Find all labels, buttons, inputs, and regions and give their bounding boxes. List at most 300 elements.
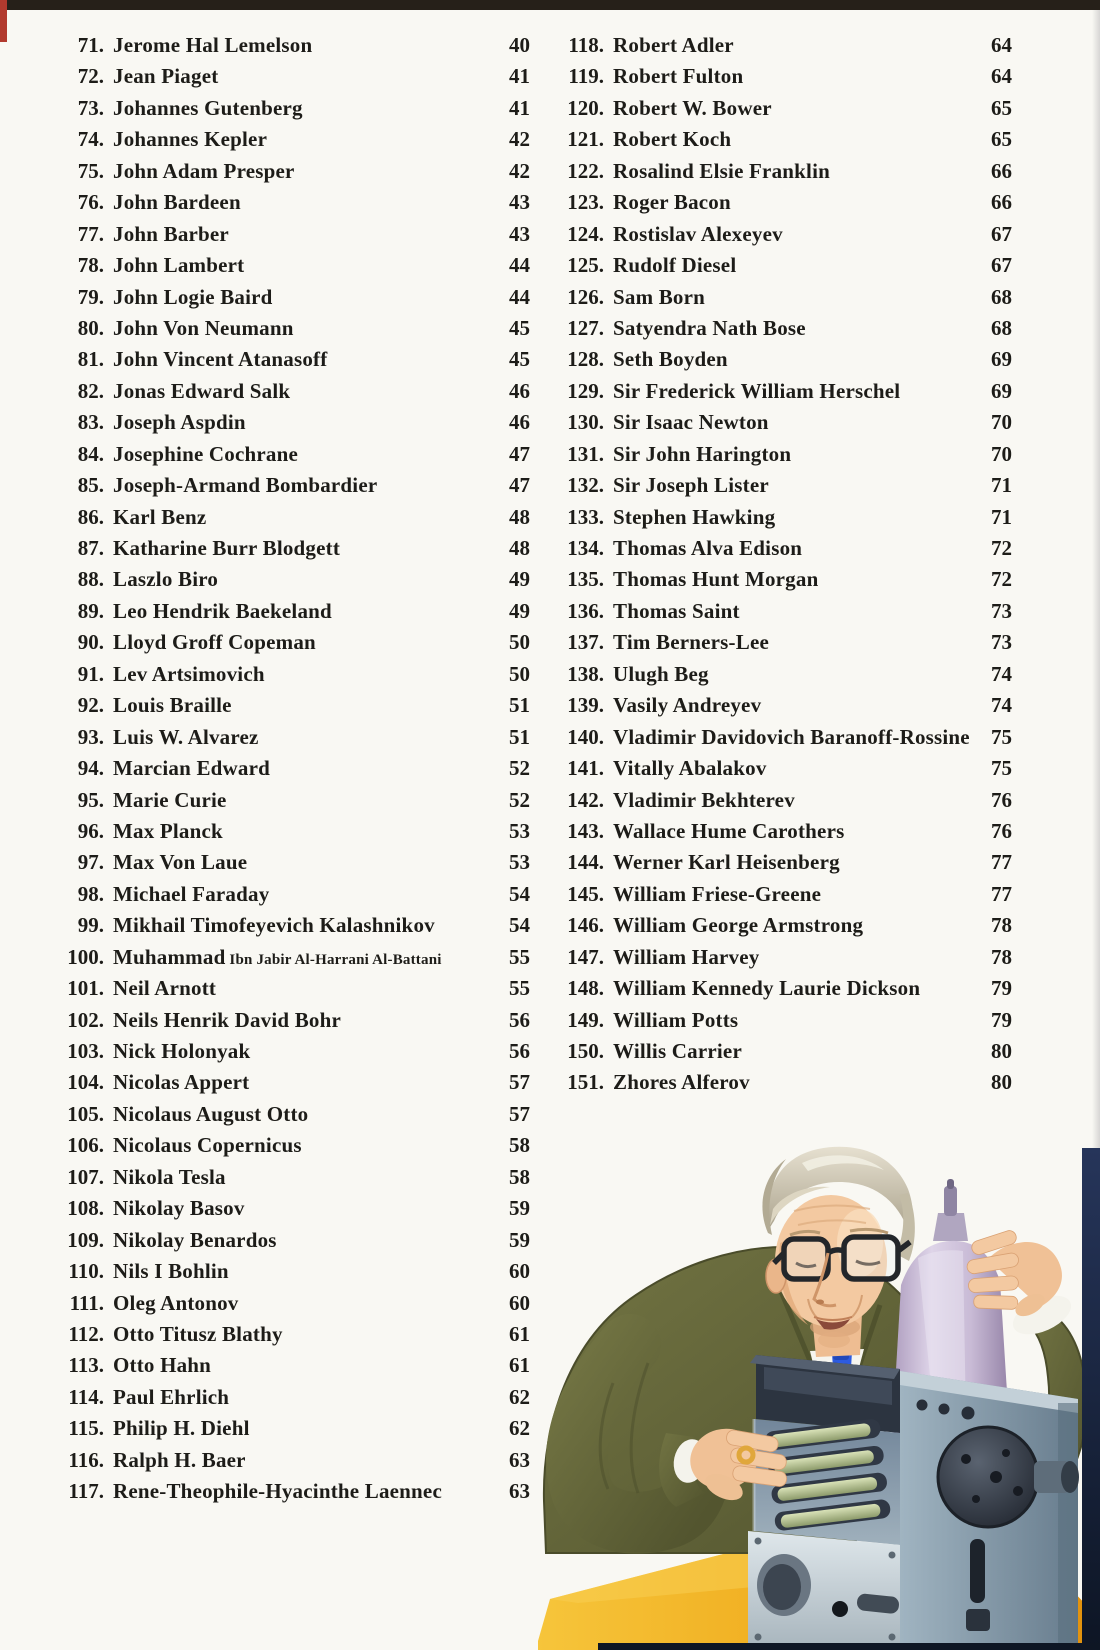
- entry-page-number: 55: [509, 944, 530, 969]
- entry-number: 129.: [567, 378, 604, 403]
- entry-number: 80.: [77, 315, 104, 340]
- entry-number: 135.: [567, 567, 604, 592]
- toc-entry: [46, 156, 530, 187]
- entry-name: Luis W. Alvarez: [113, 724, 259, 749]
- entry-number: 79.: [77, 284, 104, 309]
- entry-name: Rene-Theophile-Hyacinthe Laennec: [113, 1479, 442, 1504]
- entry-name: Sir Frederick William Herschel: [613, 378, 901, 403]
- entry-number: 143.: [567, 818, 604, 843]
- entry-number: 134.: [567, 536, 604, 560]
- entry-page-number: 53: [509, 818, 530, 843]
- entry-number: 95.: [77, 787, 104, 812]
- toc-entry: [546, 596, 1012, 627]
- entry-page-number: 49: [509, 567, 530, 592]
- toc-entry: [546, 910, 1012, 941]
- entry-name: Nicolaus August Otto: [113, 1101, 309, 1126]
- entry-page-number: 62: [509, 1384, 530, 1409]
- entry-name: Neils Henrik David Bohr: [113, 1007, 342, 1032]
- entry-page-number: 56: [509, 1007, 530, 1032]
- entry-name: Johannes Kepler: [113, 127, 268, 152]
- entry-number: 120.: [567, 95, 604, 120]
- toc-entry: [546, 1005, 1012, 1036]
- entry-name: Laszlo Biro: [113, 567, 219, 592]
- toc-entry: [546, 124, 1012, 155]
- page-corner-red-mark: [0, 0, 7, 42]
- entry-name: Max Von Laue: [113, 850, 248, 875]
- entry-number: 97.: [77, 850, 104, 875]
- entry-name: Otto Hahn: [113, 1353, 212, 1378]
- entry-name: Karl Benz: [113, 504, 207, 529]
- entry-number: 149.: [567, 1007, 604, 1032]
- entry-name: Sir John Harington: [613, 441, 792, 466]
- entry-name: Leo Hendrik Baekeland: [113, 598, 332, 623]
- toc-entry: [46, 376, 530, 407]
- entry-name: Stephen Hawking: [613, 504, 776, 529]
- entry-page-number: 62: [509, 1416, 530, 1441]
- toc-entry: [546, 407, 1012, 438]
- entry-page-number: 46: [509, 378, 530, 403]
- entry-name: Vasily Andreyev: [613, 693, 762, 718]
- entry-name: Josephine Cochrane: [113, 441, 299, 466]
- entry-page-number: 60: [509, 1290, 530, 1315]
- entry-number: 123.: [567, 190, 604, 215]
- entry-page-number: 76: [991, 818, 1012, 843]
- entry-page-number: 50: [509, 661, 530, 686]
- toc-entry: [46, 219, 530, 250]
- entry-name: Nikolay Benardos: [113, 1227, 277, 1252]
- glasses: [774, 1237, 910, 1279]
- toc-entry: [46, 1382, 530, 1413]
- entry-name: Thomas Hunt Morgan: [613, 567, 819, 592]
- entry-name: Roger Bacon: [613, 190, 731, 215]
- toc-entry: [46, 1225, 530, 1256]
- entry-name: John Logie Baird: [113, 284, 273, 309]
- entry-number: 87.: [77, 536, 104, 560]
- page-top-edge: [0, 0, 1100, 10]
- entry-number: 131.: [567, 441, 604, 466]
- entry-name: William Harvey: [613, 944, 760, 969]
- entry-page-number: 46: [509, 410, 530, 435]
- entry-name: John Lambert: [113, 253, 245, 278]
- toc-entry: [46, 1130, 530, 1161]
- toc-entry: [46, 722, 530, 753]
- toc-entry: [546, 187, 1012, 218]
- entry-page-number: 63: [509, 1479, 530, 1504]
- toc-entry: [46, 93, 530, 124]
- entry-page-number: 45: [509, 347, 530, 372]
- entry-page-number: 60: [509, 1259, 530, 1284]
- toc-entry: [546, 61, 1012, 92]
- entry-page-number: 79: [991, 976, 1012, 1001]
- entry-number: 128.: [567, 347, 604, 372]
- entry-number: 133.: [567, 504, 604, 529]
- toc-entry: [46, 910, 530, 941]
- entry-name: Thomas Alva Edison: [613, 536, 803, 560]
- entry-page-number: 78: [991, 944, 1012, 969]
- entry-name: William George Armstrong: [613, 913, 864, 938]
- entry-number: 75.: [77, 158, 104, 183]
- entry-number: 104.: [67, 1070, 104, 1095]
- toc-entry: [546, 313, 1012, 344]
- toc-entry: [46, 753, 530, 784]
- toc-entry: [46, 1036, 530, 1067]
- entry-name: Thomas Saint: [613, 598, 740, 623]
- toc-entry: [546, 376, 1012, 407]
- entry-page-number: 71: [991, 504, 1012, 529]
- entry-number: 101.: [67, 976, 104, 1001]
- entry-page-number: 48: [509, 536, 530, 560]
- entry-number: 147.: [567, 944, 604, 969]
- entry-page-number: 61: [509, 1321, 530, 1346]
- entry-number: 83.: [77, 410, 104, 435]
- entry-page-number: 61: [509, 1353, 530, 1378]
- entry-number: 126.: [567, 284, 604, 309]
- entry-page-number: 64: [991, 33, 1012, 57]
- entry-page-number: 44: [509, 253, 530, 278]
- entry-number: 125.: [567, 253, 604, 278]
- entry-page-number: 78: [991, 913, 1012, 938]
- entry-number: 88.: [77, 567, 104, 592]
- entry-number: 140.: [567, 724, 604, 749]
- entry-name: Ulugh Beg: [613, 661, 709, 686]
- toc-entry: [546, 847, 1012, 878]
- toc-entry: [46, 30, 530, 61]
- entry-number: 127.: [567, 315, 604, 340]
- entry-page-number: 75: [991, 756, 1012, 781]
- entry-number: 90.: [77, 630, 104, 655]
- entry-name: John Adam Presper: [113, 158, 295, 183]
- entry-name: Sir Isaac Newton: [613, 410, 769, 435]
- entry-page-number: 69: [991, 378, 1012, 403]
- entry-name: Philip H. Diehl: [113, 1416, 250, 1441]
- toc-entry: [546, 816, 1012, 847]
- entry-name: Nikolay Basov: [113, 1196, 245, 1221]
- entry-number: 94.: [77, 756, 104, 781]
- entry-page-number: 70: [991, 410, 1012, 435]
- entry-number: 105.: [67, 1101, 104, 1126]
- toc-entry: [546, 30, 1012, 61]
- toc-entry: [46, 1288, 530, 1319]
- entry-name: Nils I Bohlin: [113, 1259, 229, 1284]
- entry-number: 103.: [67, 1039, 104, 1063]
- entry-name: Max Planck: [113, 818, 223, 843]
- toc-entry: [46, 627, 530, 658]
- entry-name: Joseph-Armand Bombardier: [113, 473, 378, 498]
- entry-name-suffix: Ibn Jabir Al-Harrani Al-Battani: [225, 951, 442, 968]
- entry-number: 86.: [77, 504, 104, 529]
- entry-number: 132.: [567, 473, 604, 498]
- entry-page-number: 42: [509, 158, 530, 183]
- toc-entry: [546, 250, 1012, 281]
- entry-name: Sam Born: [613, 284, 706, 309]
- entry-name: Muhammad Ibn Jabir Al-Harrani Al-Battani: [113, 944, 442, 969]
- entry-page-number: 56: [509, 1039, 530, 1063]
- entry-number: 74.: [77, 127, 104, 152]
- entry-page-number: 53: [509, 850, 530, 875]
- entry-number: 116.: [68, 1447, 104, 1472]
- toc-entry: [46, 407, 530, 438]
- entry-number: 151.: [567, 1070, 604, 1095]
- entry-name: Tim Berners-Lee: [613, 630, 769, 655]
- entry-name: Rostislav Alexeyev: [613, 221, 783, 246]
- entry-number: 130.: [567, 410, 604, 435]
- entry-page-number: 63: [509, 1447, 530, 1472]
- entry-name: Paul Ehrlich: [113, 1384, 230, 1409]
- entry-page-number: 43: [509, 221, 530, 246]
- entry-name: Jean Piaget: [113, 64, 219, 89]
- entry-name: Robert W. Bower: [613, 95, 772, 120]
- entry-name: Wallace Hume Carothers: [613, 818, 845, 843]
- toc-entry: [46, 502, 530, 533]
- entry-page-number: 52: [509, 756, 530, 781]
- entry-name: Satyendra Nath Bose: [613, 315, 806, 340]
- entry-number: 138.: [567, 661, 604, 686]
- entry-page-number: 71: [991, 473, 1012, 498]
- toc-entry: [46, 973, 530, 1004]
- entry-number: 117.: [68, 1479, 104, 1504]
- toc-entry: [46, 124, 530, 155]
- entry-page-number: 80: [991, 1039, 1012, 1063]
- toc-entry: [46, 61, 530, 92]
- entry-page-number: 57: [509, 1101, 530, 1126]
- toc-entry: [546, 282, 1012, 313]
- entry-page-number: 41: [509, 64, 530, 89]
- toc-entry: [546, 470, 1012, 501]
- entry-page-number: 44: [509, 284, 530, 309]
- entry-number: 110.: [68, 1259, 104, 1284]
- entry-page-number: 59: [509, 1196, 530, 1221]
- entry-number: 81.: [77, 347, 104, 372]
- toc-entry: [46, 1476, 530, 1507]
- entry-page-number: 66: [991, 158, 1012, 183]
- toc-entry: [46, 1067, 530, 1098]
- entry-page-number: 42: [509, 127, 530, 152]
- entry-name: Katharine Burr Blodgett: [113, 536, 341, 560]
- entry-number: 146.: [567, 913, 604, 938]
- entry-page-number: 55: [509, 976, 530, 1001]
- entry-number: 71.: [77, 33, 104, 57]
- entry-name: Vladimir Bekhterev: [613, 787, 795, 812]
- entry-page-number: 51: [509, 724, 530, 749]
- entry-name: Neil Arnott: [113, 976, 217, 1001]
- entry-name: William Potts: [613, 1007, 739, 1032]
- entry-page-number: 57: [509, 1070, 530, 1095]
- toc-entry: [46, 439, 530, 470]
- entry-page-number: 68: [991, 284, 1012, 309]
- entry-name: Robert Koch: [613, 127, 732, 152]
- toc-entry: [46, 1445, 530, 1476]
- entry-name: Johannes Gutenberg: [113, 95, 303, 120]
- toc-entry: [546, 533, 1012, 564]
- entry-number: 98.: [77, 881, 104, 906]
- entry-name: Werner Karl Heisenberg: [613, 850, 840, 875]
- entry-page-number: 80: [991, 1070, 1012, 1095]
- entry-number: 99.: [77, 913, 104, 938]
- toc-entry: [46, 1162, 530, 1193]
- entry-name: Otto Titusz Blathy: [113, 1321, 283, 1346]
- entry-name: Vitally Abalakov: [613, 756, 767, 781]
- entry-number: 91.: [77, 661, 104, 686]
- entry-number: 72.: [77, 64, 104, 89]
- entry-page-number: 73: [991, 630, 1012, 655]
- toc-column-left: [46, 30, 530, 1508]
- toc-entry: [46, 250, 530, 281]
- toc-entry: [46, 1005, 530, 1036]
- toc-entry: [46, 785, 530, 816]
- toc-entry: [546, 219, 1012, 250]
- toc-entry: [546, 156, 1012, 187]
- entry-number: 111.: [69, 1290, 104, 1315]
- entry-number: 144.: [567, 850, 604, 875]
- entry-name: Willis Carrier: [613, 1039, 742, 1063]
- toc-entry: [46, 847, 530, 878]
- toc-entry: [46, 282, 530, 313]
- entry-number: 112.: [68, 1321, 104, 1346]
- entry-page-number: 77: [991, 881, 1012, 906]
- entry-page-number: 45: [509, 315, 530, 340]
- entry-name: Marcian Edward: [113, 756, 270, 781]
- entry-name: William Friese-Greene: [613, 881, 822, 906]
- toc-entry: [546, 564, 1012, 595]
- toc-entry: [546, 722, 1012, 753]
- toc-entry: [46, 564, 530, 595]
- entry-name: Mikhail Timofeyevich Kalashnikov: [113, 913, 435, 938]
- toc-entry: [546, 973, 1012, 1004]
- entry-page-number: 49: [509, 598, 530, 623]
- entry-name: Michael Faraday: [113, 881, 270, 906]
- toc-entry: [546, 1036, 1012, 1067]
- toc-entry: [546, 439, 1012, 470]
- entry-name: Marie Curie: [113, 787, 227, 812]
- entry-name: Louis Braille: [113, 693, 232, 718]
- entry-name: Robert Adler: [613, 33, 734, 57]
- entry-name: Ralph H. Baer: [113, 1447, 246, 1472]
- entry-number: 76.: [77, 190, 104, 215]
- toc-entry: [546, 502, 1012, 533]
- entry-number: 141.: [567, 756, 604, 781]
- toc-entry: [46, 1256, 530, 1287]
- entry-number: 92.: [77, 693, 104, 718]
- toc-entry: [46, 1099, 530, 1130]
- entry-page-number: 43: [509, 190, 530, 215]
- entry-name: John Vincent Atanasoff: [113, 347, 328, 372]
- entry-name: Robert Fulton: [613, 64, 744, 89]
- toc-entry: [546, 627, 1012, 658]
- entry-name: Vladimir Davidovich Baranoff-Rossine: [613, 724, 970, 749]
- entry-page-number: 77: [991, 850, 1012, 875]
- machine: [748, 1355, 1079, 1646]
- entry-name: Nikola Tesla: [113, 1164, 226, 1189]
- entry-name: Nicolaus Copernicus: [113, 1133, 302, 1158]
- entry-number: 89.: [77, 598, 104, 623]
- toc-entry: [46, 690, 530, 721]
- entry-page-number: 65: [991, 95, 1012, 120]
- page-edge-shade: [1092, 10, 1100, 1150]
- entry-page-number: 72: [991, 536, 1012, 560]
- toc-entry: [46, 187, 530, 218]
- entry-page-number: 47: [509, 441, 530, 466]
- entry-page-number: 74: [991, 693, 1012, 718]
- entry-page-number: 76: [991, 787, 1012, 812]
- toc-entry: [546, 942, 1012, 973]
- entry-page-number: 66: [991, 190, 1012, 215]
- toc-entry: [46, 1350, 530, 1381]
- entry-number: 115.: [68, 1416, 104, 1441]
- entry-page-number: 48: [509, 504, 530, 529]
- entry-name: Lloyd Groff Copeman: [113, 630, 316, 655]
- entry-number: 148.: [567, 976, 604, 1001]
- toc-entry: [46, 313, 530, 344]
- entry-number: 93.: [77, 724, 104, 749]
- entry-number: 78.: [77, 253, 104, 278]
- entry-page-number: 65: [991, 127, 1012, 152]
- toc-entry: [46, 1319, 530, 1350]
- toc-entry: [546, 659, 1012, 690]
- entry-number: 118.: [568, 33, 604, 57]
- entry-number: 109.: [67, 1227, 104, 1252]
- entry-number: 82.: [77, 378, 104, 403]
- entry-number: 85.: [77, 473, 104, 498]
- entry-number: 77.: [77, 221, 104, 246]
- entry-page-number: 40: [509, 33, 530, 57]
- entry-name: Rudolf Diesel: [613, 253, 737, 278]
- toc-entry: [46, 1413, 530, 1444]
- entry-name: Nick Holonyak: [113, 1039, 251, 1063]
- entry-page-number: 54: [509, 881, 530, 906]
- entry-number: 124.: [567, 221, 604, 246]
- entry-number: 121.: [567, 127, 604, 152]
- entry-number: 114.: [68, 1384, 104, 1409]
- entry-name: John Bardeen: [113, 190, 241, 215]
- toc-entry: [546, 785, 1012, 816]
- entry-number: 122.: [567, 158, 604, 183]
- entry-page-number: 79: [991, 1007, 1012, 1032]
- toc-entry: [546, 344, 1012, 375]
- entry-page-number: 58: [509, 1164, 530, 1189]
- entry-page-number: 72: [991, 567, 1012, 592]
- toc-entry: [46, 1193, 530, 1224]
- entry-page-number: 67: [991, 253, 1012, 278]
- entry-number: 119.: [568, 64, 604, 89]
- entry-number: 108.: [67, 1196, 104, 1221]
- entry-page-number: 51: [509, 693, 530, 718]
- entry-name: Sir Joseph Lister: [613, 473, 769, 498]
- entry-number: 139.: [567, 693, 604, 718]
- toc-entry: [46, 659, 530, 690]
- entry-number: 96.: [77, 818, 104, 843]
- page-bottom-edge-strip: [598, 1643, 1100, 1650]
- toc-entry: [46, 344, 530, 375]
- entry-number: 113.: [68, 1353, 104, 1378]
- entry-name: Rosalind Elsie Franklin: [613, 158, 830, 183]
- entry-name: Lev Artsimovich: [113, 661, 265, 686]
- entry-page-number: 69: [991, 347, 1012, 372]
- entry-name: Nicolas Appert: [113, 1070, 250, 1095]
- entry-page-number: 73: [991, 598, 1012, 623]
- entry-name: Seth Boyden: [613, 347, 728, 372]
- toc-entry: [46, 942, 530, 973]
- toc-column-right: [546, 30, 1012, 1099]
- entry-page-number: 58: [509, 1133, 530, 1158]
- entry-name: John Barber: [113, 221, 229, 246]
- toc-entry: [46, 596, 530, 627]
- entry-number: 102.: [67, 1007, 104, 1032]
- entry-name: Jonas Edward Salk: [113, 378, 291, 403]
- entry-number: 100.: [67, 944, 104, 969]
- entry-name: Jerome Hal Lemelson: [113, 33, 313, 57]
- entry-page-number: 47: [509, 473, 530, 498]
- entry-page-number: 70: [991, 441, 1012, 466]
